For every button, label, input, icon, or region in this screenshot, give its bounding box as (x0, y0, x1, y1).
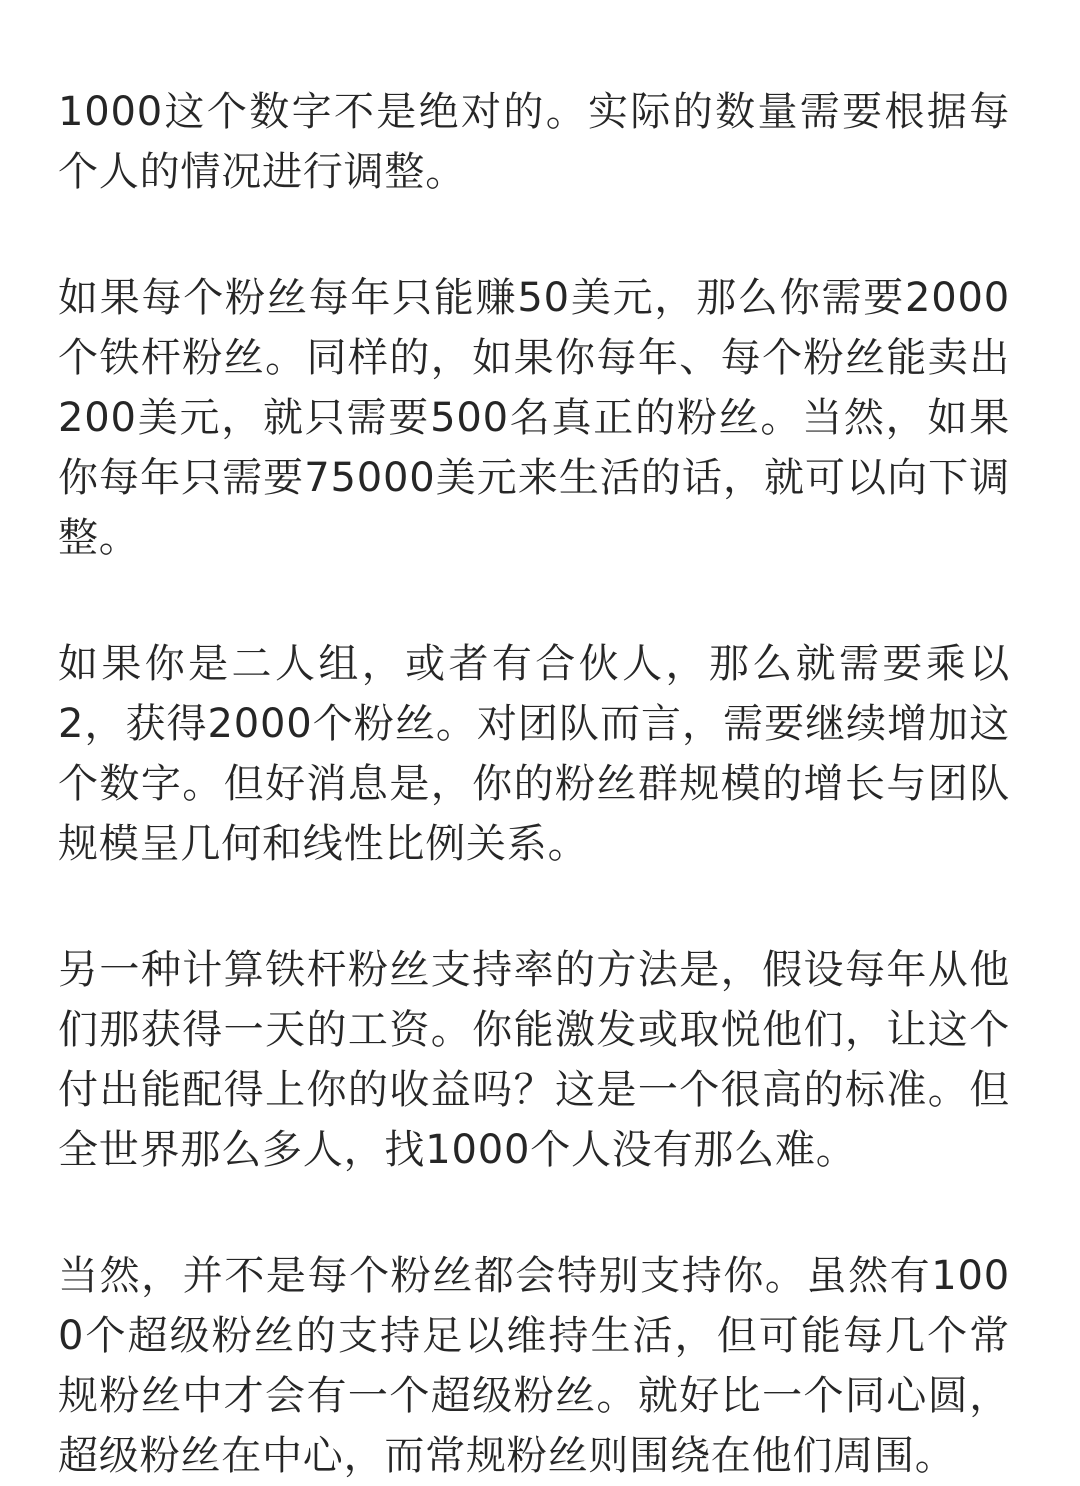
paragraph-super-fans: 当然，并不是每个粉丝都会特别支持你。虽然有1000个超级粉丝的支持足以维持生活，但可能每几个常规粉丝中才会有一个超级粉丝。就好比一个同心圆，超级粉丝在中心，而常规粉丝则围绕在他们周围。 (58, 1253, 1010, 1479)
paragraph-support-rate: 另一种计算铁杆粉丝支持率的方法是，假设每年从他们那获得一天的工资。你能激发或取悦他们，让这个付出能配得上你的收益吗？这是一个很高的标准。但全世界那么多人，找1000个人没有那么难。 (58, 947, 1010, 1173)
paragraph-number-adjustment: 1000这个数字不是绝对的。实际的数量需要根据每个人的情况进行调整。 (58, 89, 1010, 195)
paragraph-income-calculation: 如果每个粉丝每年只能赚50美元，那么你需要2000个铁杆粉丝。同样的，如果你每年、每个粉丝能卖出200美元，就只需要500名真正的粉丝。当然，如果你每年只需要75000美元来生活的话，就可以向下调整。 (58, 275, 1010, 561)
paragraph-team-scaling: 如果你是二人组，或者有合伙人，那么就需要乘以2，获得2000个粉丝。对团队而言，需要继续增加这个数字。但好消息是，你的粉丝群规模的增长与团队规模呈几何和线性比例关系。 (58, 641, 1010, 867)
article-body (58, 82, 1010, 1486)
